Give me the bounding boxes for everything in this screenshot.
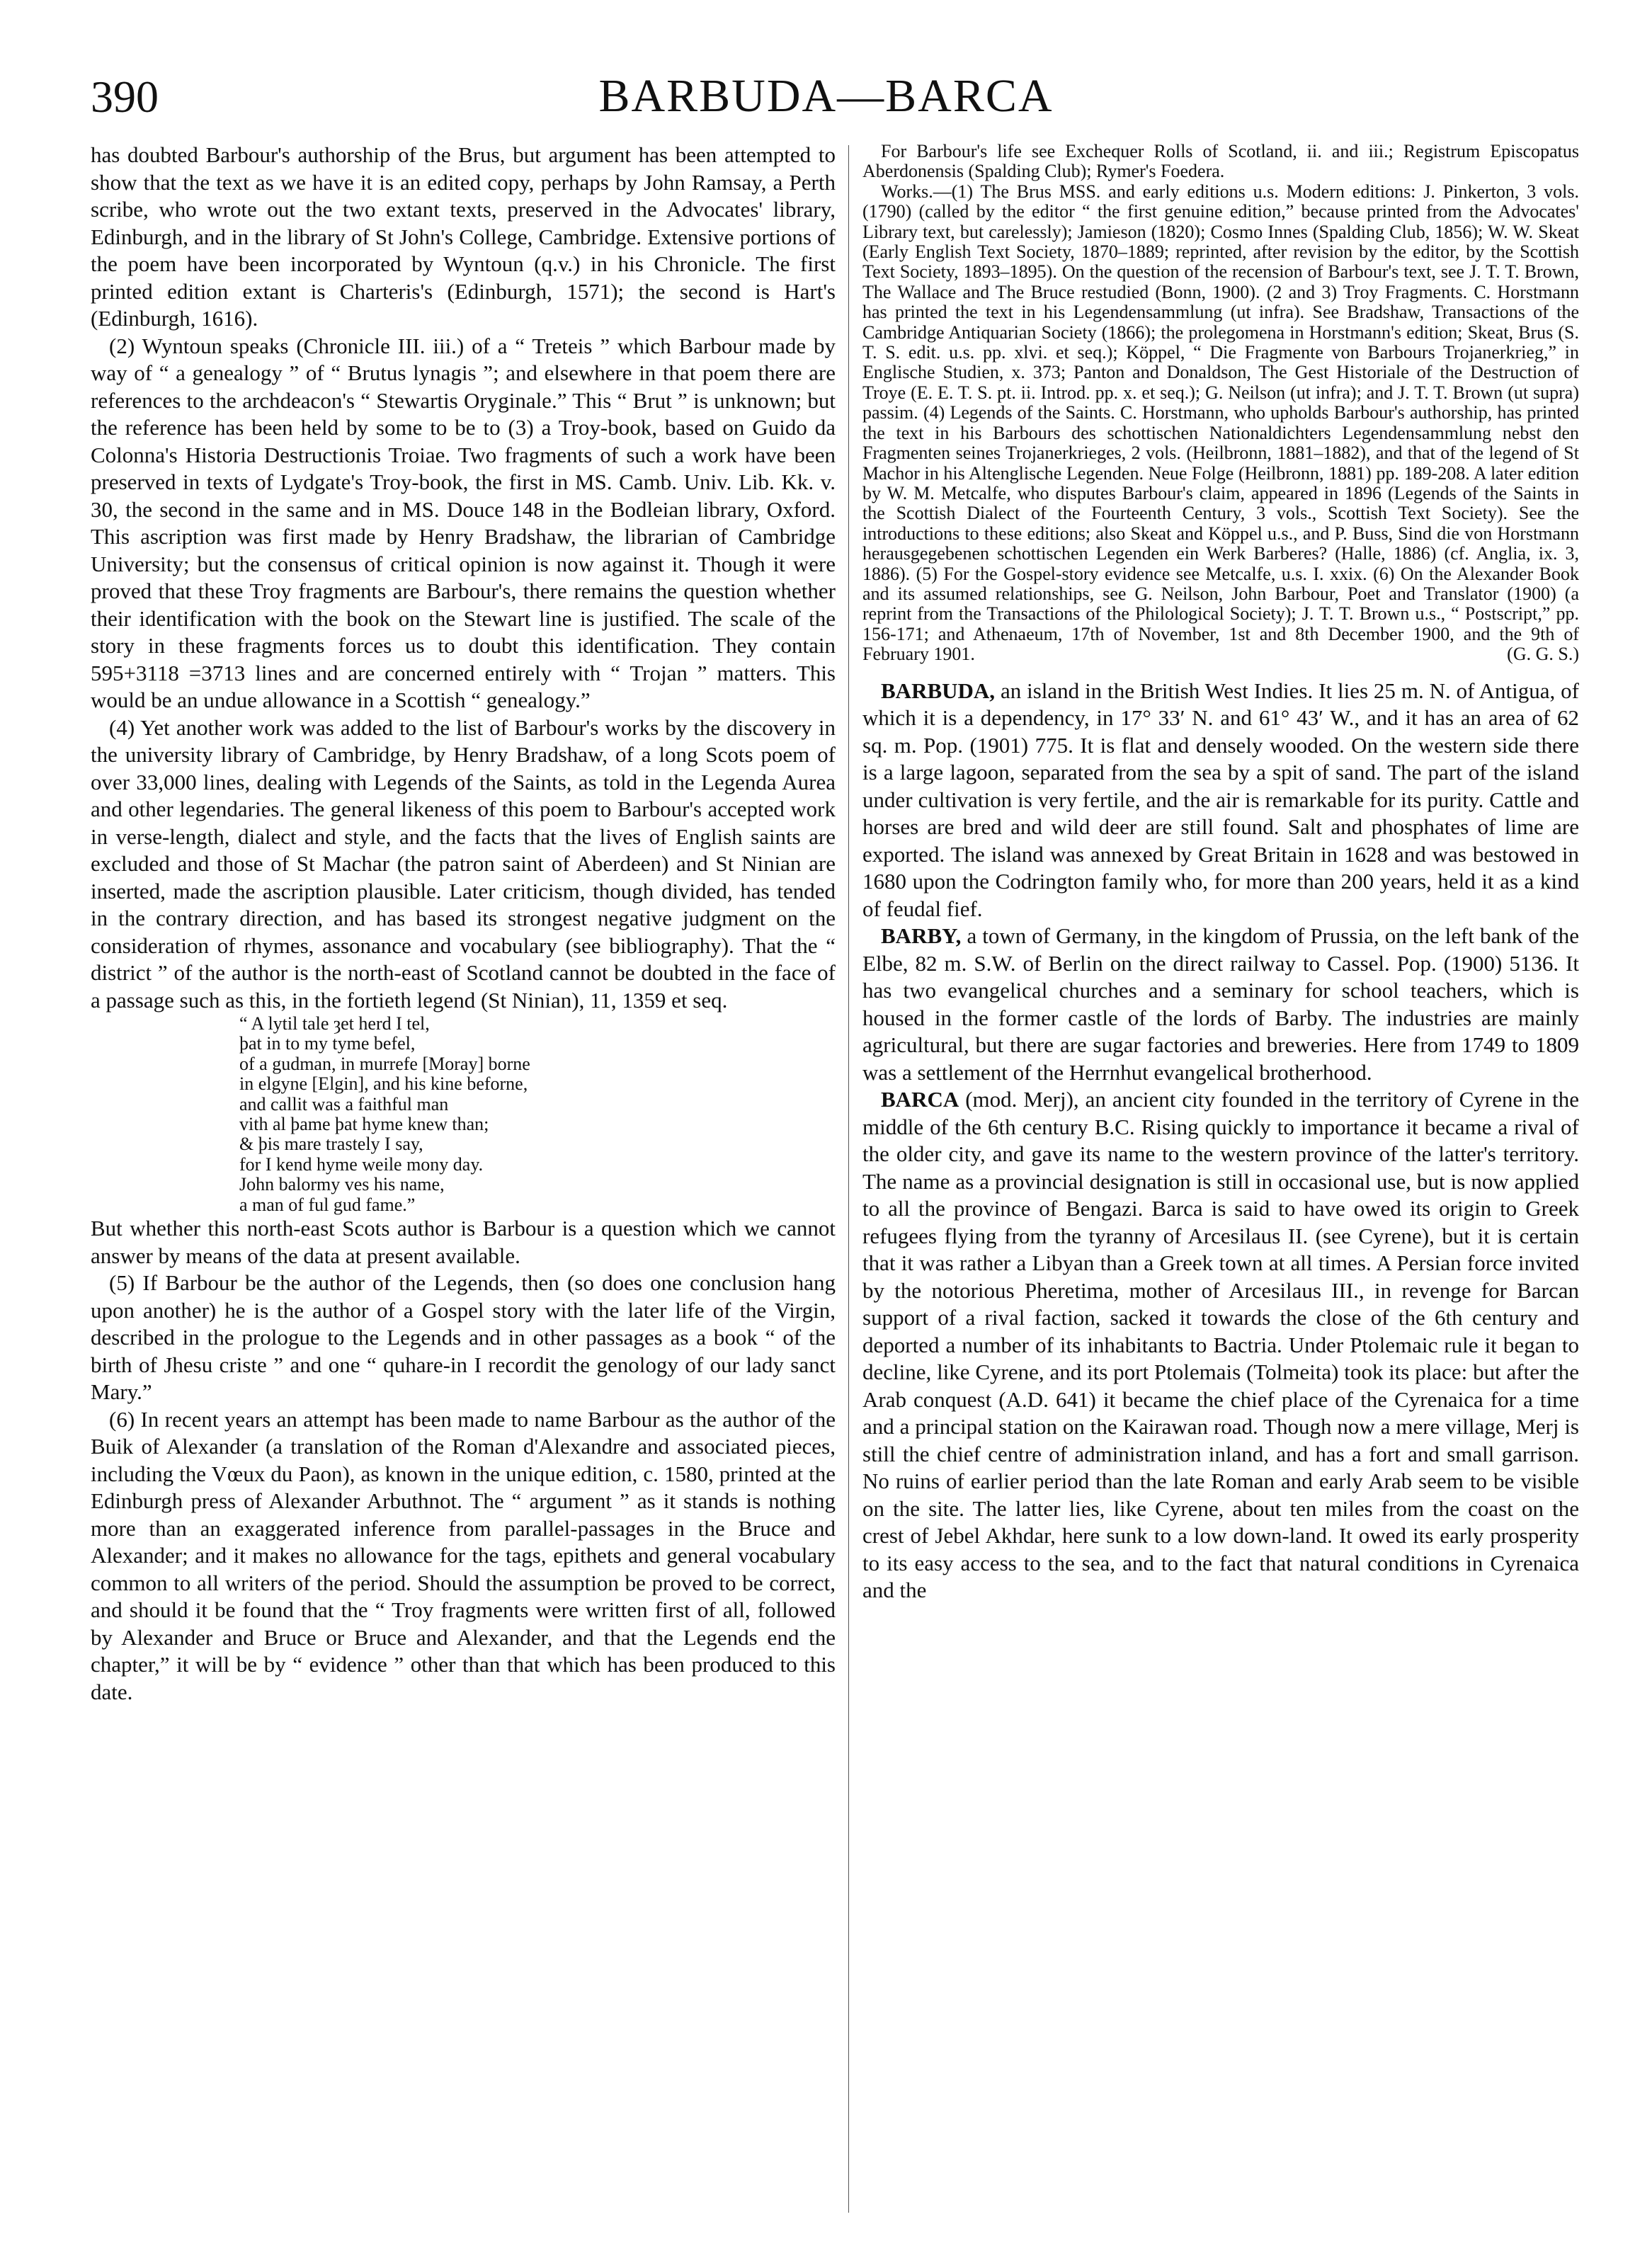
bibliography-works: Works.—(1) The Brus MSS. and early editions u.s. Modern editions: J. Pinkerton, 3 vols. (1790) (called by the editor “ the first genuine edition,” because printed from the Advocates' Library text, but carelessly); Jamieson (1820); Cosmo Innes (Spalding Club, 1856); W. W. Skeat (Early English Text Society, 1870–1889; reprinted, after revision by the editor, by the Scottish Text Society, 1893–1895). On the question of the recension of Barbour's text, see J. T. T. Brown, The Wallace and The Bruce restudied (Bonn, 1900). (2 and 3) Troy Fragments. C. Horstmann has printed the text in his Legendensammlung (ut infra). See Bradshaw, Transactions of the Cambridge Antiquarian Society (1866); the prolegomena in Horstmann's edition; Skeat, Brus (S. T. S. edit. u.s. pp. xlvi. et seq.); Köppel, “ Die Fragmente von Barbours Trojanerkrieg,” in Englische Studien, x. 373; Panton and Donaldson, The Gest Historiale of the Destruction of Troye (E. E. T. S. pt. ii. Introd. pp. x. et seq.); G. Neilson (ut infra); and J. T. T. Brown (ut supra) passim. (4) Legends of the Saints. C. Horstmann, who upholds Barbour's authorship, has printed the text in his Barbours des schottischen Nationaldichters Legendensammlung nebst den Fragmenten seines Trojanerkrieges, 2 vols. (Heilbronn, 1881–1882), and that of the legend of St Machor in his Altenglische Legenden. Neue Folge (Heilbronn, 1881) pp. 189-208. A later edition by W. M. Metcalfe, who disputes Barbour's claim, appeared in 1896 (Legends of the Saints in the Scottish Dialect of the Fourteenth Century, 3 vols., Scottish Text Society). See the introductions to these editions; also Skeat and Köppel u.s., and P. Buss, Sind die von Horstmann herausgegebenen schottischen Legenden ein Werk Barberes? (Halle, 1886) (cf. Anglia, ix. 3, 1886). (5) For the Gospel-story evidence see Metcalfe, u.s. I. xxix. (6) On the Alexander Book and its assumed relationships, see G. Neilson, John Barbour, Poet and Translator (1900) (a reprint from the Transactions of the Philological Society); J. T. T. Brown u.s., “ Postscript,” pp. 156-171; and Athenaeum, 17th of November, 1st and 8th December 1900, and the 9th of February 1901. (G. G. S.) <box>862 181 1579 665</box>
barbour-brus-paragraph: has doubted Barbour's authorship of the Brus, but argument has been attempted to show that the text as we have it is an edited copy, perhaps by John Ramsay, a Perth scribe, who wrote out the two extant texts, preserved in the Advocates' library, Edinburgh, and in the library of St John's College, Cambridge. Extensive portions of the poem have been incorporated by Wyntoun (q.v.) in his Chronicle. The first printed edition extant is Charteris's (Edinburgh, 1571); the second is Hart's (Edinburgh, 1616). <box>91 142 836 331</box>
wyntoun-treteis-paragraph: (2) Wyntoun speaks (Chronicle III. iii.) of a “ Treteis ” which Barbour made by way of “ a genealogy ” of “ Brutus lynagis ”; and elsewhere in that poem there are references to the archdeacon's “ Stewartis Oryginale.” This “ Brut ” is unknown; but the reference has been held by some to be to (3) a Troy-book, based on Guido da Colonna's Historia Destructionis Troiae. Two fragments of such a work have been preserved in texts of Lydgate's Troy-book, the first in MS. Camb. Univ. Lib. Kk. v. 30, the second in the same and in MS. Douce 148 in the Bodleian library, Oxford. This ascription was first made by Henry Bradshaw, the librarian of Cambridge University; but the consensus of critical opinion is now against it. Though it were proved that these Troy fragments are Barbour's, there remains the question whether their identification with the book on the Stewart line is justified. The scale of the story in these fragments forces us to doubt this identification. They contain 595+3118 =3713 lines and are concerned entirely with “ Trojan ” matters. This would be an undue allowance in a Scottish “ genealogy.” <box>91 333 836 712</box>
author-signature: (G. G. S.) <box>1507 644 1579 665</box>
barby-heading: BARBY, <box>881 923 962 949</box>
left-column <box>91 142 836 1706</box>
barbuda-heading: BARBUDA, <box>881 678 996 703</box>
gospel-story-paragraph: (5) If Barbour be the author of the Legends, then (so does one conclusion hang upon another) he is the author of a Gospel story with the later life of the Virgin, described in the prologue to the Legends and in other passages as a book “ of the birth of Jhesu criste ” and one “ quhare-in I recordit the genology of our lady sanct Mary.” <box>91 1270 836 1405</box>
barbuda-entry: BARBUDA, an island in the British West Indies. It lies 25 m. N. of Antigua, of which it is a dependency, in 17° 33′ N. and 61° 43′ W., and it has an area of 62 sq. m. Pop. (1901) 775. It is flat and densely wooded. On the western side there is a large lagoon, separated from the sea by a spit of sand. The part of the island under cultivation is very fertile, and the air is remarkable for its purity. Cattle and horses are bred and wild deer are still found. Salt and phosphates of lime are exported. The island was annexed by Great Britain in 1628 and was bestowed in 1680 upon the Codrington family who, for more than 200 years, held it as a kind of feudal fief. <box>862 678 1579 921</box>
buik-of-alexander-paragraph: (6) In recent years an attempt has been made to name Barbour as the author of the Buik of Alexander (a translation of the Roman d'Alexandre and associated pieces, including the Vœux du Paon), as known in the unique edition, c. 1580, printed at the Edinburgh press of Alexander Arbuthnot. The “ argument ” as it stands is nothing more than an exaggerated inference from parallel-passages in the Bruce and Alexander; and it makes no allowance for the tags, epithets and general vocabulary common to all writers of the period. Should the assumption be proved to be correct, and should it be found that the “ Troy fragments were written first of all, followed by Alexander and Bruce or Bruce and Alexander, and that the Legends end the chapter,” it will be by “ evidence ” other than that which has been produced to this date. <box>91 1406 836 1704</box>
column-divider <box>848 145 849 2213</box>
north-east-author-paragraph: But whether this north-east Scots author is Barbour is a question which we cannot answer by means of the data at present available. <box>91 1216 836 1268</box>
running-head: BARBUDA—BARCA <box>598 70 1054 122</box>
right-column <box>862 142 1579 1604</box>
page-number: 390 <box>91 72 159 122</box>
section-gap <box>862 665 1579 678</box>
barca-entry: BARCA (mod. Merj), an ancient city founded in the territory of Cyrene in the middle of the 6th century B.C. Rising quickly to importance it became a rival of the older city, and gave its name to the western province of the latter's territory. The name as a provincial designation is still in occasional use, but is now applied to all the province of Bengazi. Barca is said to have owed its origin to Greek refugees flying from the tyranny of Arcesilaus II. (see Cyrene), but it is certain that it was rather a Libyan than a Greek town at all times. A Persian force invited by the notorious Pheretima, mother of Arcesilaus III., in revenge for Barcan support of a rival faction, sacked it towards the close of the 6th century and deported a number of its inhabitants to Bactria. Under Ptolemaic rule it began to decline, like Cyrene, and its port Ptolemais (Tolmeita) took its place: but after the Arab conquest (A.D. 641) it became the chief place of the Cyrenaica for a time and a principal station on the Kairawan road. Though now a mere village, Merj is still the chief centre of administration inland, and has a fort and small garrison. No ruins of earlier period than the late Roman and early Arab seem to be visible on the site. The latter lies, like Cyrene, about ten miles from the coast on the crest of Jebel Akhdar, here sunk to a low down-land. It owed its early prosperity to its easy access to the sea, and to the fact that natural conditions in Cyrenaica and the <box>862 1087 1579 1603</box>
legends-of-saints-paragraph: (4) Yet another work was added to the list of Barbour's works by the discovery in the university library of Cambridge, by Henry Bradshaw, of a long Scots poem of over 33,000 lines, dealing with Legends of the Saints, as told in the Legenda Aurea and other legendaries. The general likeness of this poem to Barbour's accepted work in verse-length, dialect and style, and the facts that the lives of English saints are excluded and those of St Machar (the patron saint of Aberdeen) and St Ninian are inserted, made the ascription plausible. Later criticism, though divided, has tended in the contrary direction, and has based its strongest negative judgment on the consideration of rhymes, assonance and vocabulary (see bibliography). That the “ district ” of the author is the north-east of Scotland cannot be doubted in the face of a passage such as this, in the fortieth legend (St Ninian), 11, 1359 et seq. <box>91 714 836 1013</box>
st-ninian-quotation: “ A lytil tale ȝet herd I tel, þat in to my tyme befel, of a gudman, in murrefe [Moray] borne in elgyne [Elgin], and his kine beforne, and callit was a faithful man vith al þame þat hyme knew than; & þis mare trastely I say, for I kend hyme weile mony day. John balormy ves his name, a man of ful gud fame.” <box>239 1013 530 1215</box>
barca-heading: BARCA <box>881 1087 959 1112</box>
bibliography-life: For Barbour's life see Exchequer Rolls of Scotland, ii. and iii.; Registrum Episcopatus Aberdonensis (Spalding Club); Rymer's Foedera. <box>862 141 1579 182</box>
barby-entry: BARBY, a town of Germany, in the kingdom of Prussia, on the left bank of the Elbe, 82 m. S.W. of Berlin on the direct railway to Cassel. Pop. (1900) 5136. It has two evangelical churches and a seminary for school teachers, which is housed in the former castle of the lords of Barby. The industries are mainly agricultural, but there are sugar factories and breweries. Here from 1749 to 1809 was a settlement of the Herrnhut evangelical brotherhood. <box>862 923 1579 1085</box>
